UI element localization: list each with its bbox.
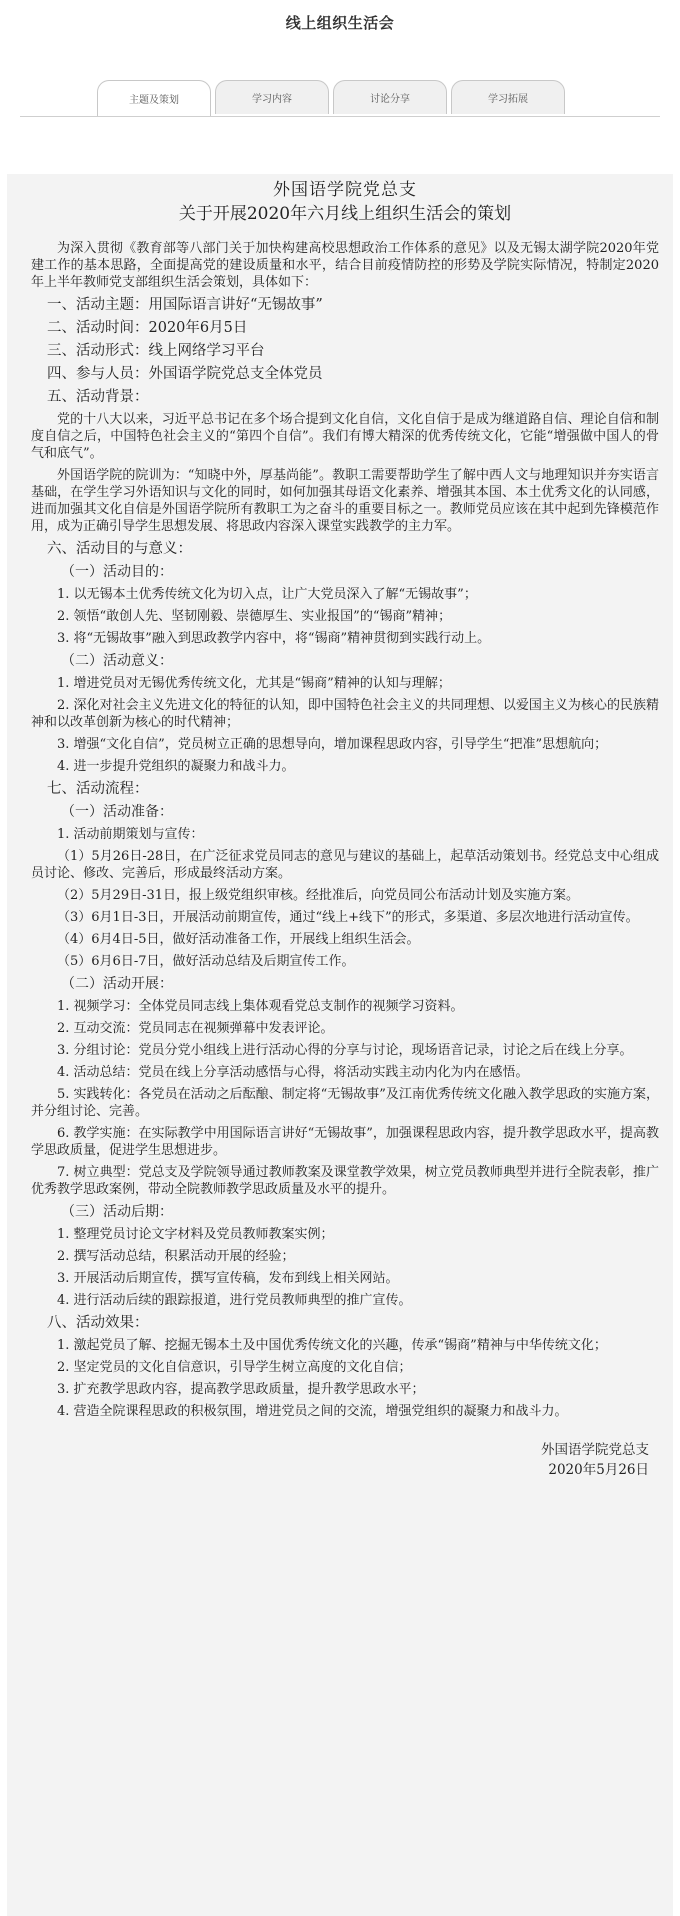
document-paragraph: 6. 教学实施：在实际教学中用国际语言讲好“无锡故事”，加强课程思政内容，提升教学思政水平，提高教学思政质量，促进学生思想进步。	[31, 1126, 659, 1158]
document-paragraph: 3. 扩充教学思政内容，提高教学思政质量，提升教学思政水平；	[57, 1382, 425, 1397]
document-paragraph: 4. 营造全院课程思政的积极氛围，增进党员之间的交流，增强党组织的凝聚力和战斗力。	[57, 1404, 568, 1419]
section-heading: （二）活动意义：	[61, 653, 173, 669]
document-paragraph: （5）6月6日-7日，做好活动总结及后期宣传工作。	[57, 954, 355, 969]
document-paragraph: 党的十八大以来，习近平总书记在多个场合提到文化自信，文化自信于是成为继道路自信、理论自信和制度自信之后，中国特色社会主义的“第四个自信”。我们有博大精深的优秀传统文化，它能“增强做中国人的骨气和底气”。	[31, 412, 659, 461]
document-paragraph: 3. 增强“文化自信”，党员树立正确的思想导向，增加课程思政内容，引导学生“把准”思想航向；	[57, 737, 608, 752]
signature-org: 外国语学院党总支	[541, 1442, 649, 1458]
section-heading: 四、参与人员：外国语学院党总支全体党员	[47, 366, 323, 382]
document-paragraph: 为深入贯彻《教育部等八部门关于加快构建高校思想政治工作体系的意见》以及无锡太湖学院2020年党建工作的基本思路，全面提高党的建设质量和水平，结合目前疫情防控的形势及学院实际情况，特制定2020年上半年教师党支部组织生活会策划，具体如下：	[31, 241, 659, 290]
document-paragraph: 1. 视频学习：全体党员同志线上集体观看党总支制作的视频学习资料。	[57, 999, 464, 1014]
document-paragraph: 2. 领悟“敢创人先、坚韧刚毅、崇德厚生、实业报国”的“锡商”精神；	[57, 609, 452, 624]
signature-block	[31, 1440, 659, 1480]
document-title-main: 关于开展2020年六月线上组织生活会的策划	[178, 204, 512, 224]
document-paragraph: 1. 以无锡本土优秀传统文化为切入点，让广大党员深入了解“无锡故事”；	[57, 587, 477, 602]
section-heading: 二、活动时间：2020年6月5日	[47, 320, 248, 336]
tab-theme-and-plan[interactable]: 主题及策划	[97, 80, 211, 116]
section-heading: 七、活动流程：	[47, 781, 149, 797]
document-paragraph: 3. 分组讨论：党员分党小组线上进行活动心得的分享与讨论，现场语音记录，讨论之后在线上分享。	[57, 1043, 633, 1058]
document-paragraph: 2. 深化对社会主义先进文化的特征的认知，即中国特色社会主义的共同理想、以爱国主义为核心的民族精神和以改革创新为核心的时代精神；	[31, 698, 659, 730]
document-paragraph: 外国语学院的院训为：“知晓中外，厚基尚能”。教职工需要帮助学生了解中西人文与地理知识并夯实语言基础，在学生学习外语知识与文化的同时，如何加强其母语文化素养、增强其本国、本土优秀文化的认同感，进而加强其文化自信是外国语学院所有教职工为之奋斗的重要目标之一。教师党员应该在其中起到先锋模范作用，成为正确引导学生思想发展、将思政内容深入课堂实践教学的主力军。	[31, 468, 659, 534]
page-header	[0, 0, 680, 48]
section-heading: 一、活动主题：用国际语言讲好“无锡故事”	[47, 297, 323, 313]
tab-bar	[97, 80, 565, 116]
document-paragraph: 3. 将“无锡故事”融入到思政教学内容中，将“锡商”精神贯彻到实践行动上。	[57, 631, 491, 646]
document-paragraph: 1. 激起党员了解、挖掘无锡本土及中国优秀传统文化的兴趣，传承“锡商”精神与中华传统文化；	[57, 1338, 607, 1353]
signature-date: 2020年5月26日	[548, 1462, 649, 1478]
section-heading: （三）活动后期：	[61, 1204, 173, 1220]
page-title: 线上组织生活会	[285, 14, 395, 32]
document-paragraph: 4. 进行活动后续的跟踪报道，进行党员教师典型的推广宣传。	[57, 1293, 412, 1308]
document-paragraph: （4）6月4日-5日，做好活动准备工作，开展线上组织生活会。	[57, 932, 420, 947]
section-heading: 六、活动目的与意义：	[47, 541, 192, 557]
document-paragraph: 2. 互动交流：党员同志在视频弹幕中发表评论。	[57, 1021, 334, 1036]
section-heading: 八、活动效果：	[47, 1315, 149, 1331]
document-paragraph: 1. 活动前期策划与宣传：	[57, 827, 204, 842]
document-title	[31, 178, 659, 226]
document-paragraph: （3）6月1日-3日，开展活动前期宣传，通过“线上+线下”的形式，多渠道、多层次地进行活动宣传。	[57, 910, 639, 925]
document-paragraph: 1. 增进党员对无锡优秀传统文化，尤其是“锡商”精神的认知与理解；	[57, 676, 451, 691]
document-paragraph: 5. 实践转化：各党员在活动之后酝酿、制定将“无锡故事”及江南优秀传统文化融入教学思政的实施方案，并分组讨论、完善。	[31, 1087, 659, 1119]
document-body	[31, 240, 659, 1420]
section-heading: （一）活动目的：	[61, 564, 173, 580]
section-heading: 三、活动形式：线上网络学习平台	[47, 343, 265, 359]
document-paragraph: 2. 撰写活动总结，积累活动开展的经验；	[57, 1249, 295, 1264]
document-paragraph: 1. 整理党员讨论文字材料及党员教师教案实例；	[57, 1227, 334, 1242]
tab-study-extension[interactable]: 学习拓展	[451, 80, 565, 114]
section-heading: 五、活动背景：	[47, 389, 149, 405]
document-paragraph: 4. 进一步提升党组织的凝聚力和战斗力。	[57, 759, 295, 774]
document-title-org: 外国语学院党总支	[273, 180, 417, 200]
section-heading: （二）活动开展：	[61, 976, 173, 992]
document-paragraph: 2. 坚定党员的文化自信意识，引导学生树立高度的文化自信；	[57, 1360, 412, 1375]
tab-study-content[interactable]: 学习内容	[215, 80, 329, 114]
section-heading: （一）活动准备：	[61, 804, 173, 820]
document-paragraph: （2）5月29日-31日，报上级党组织审核。经批准后，向党员同公布活动计划及实施方案。	[57, 888, 580, 903]
document-panel	[7, 174, 673, 1916]
tab-discussion-sharing[interactable]: 讨论分享	[333, 80, 447, 114]
document-paragraph: 7. 树立典型：党总支及学院领导通过教师教案及课堂教学效果，树立党员教师典型并进行全院表彰，推广优秀教学思政案例，带动全院教师教学思政质量及水平的提升。	[31, 1165, 659, 1197]
document-paragraph: 4. 活动总结：党员在线上分享活动感悟与心得，将活动实践主动内化为内在感悟。	[57, 1065, 529, 1080]
tab-divider	[20, 116, 660, 117]
document-paragraph: （1）5月26日-28日，在广泛征求党员同志的意见与建议的基础上，起草活动策划书。经党总支中心组成员讨论、修改、完善后，形成最终活动方案。	[31, 849, 659, 881]
document-paragraph: 3. 开展活动后期宣传，撰写宣传稿，发布到线上相关网站。	[57, 1271, 399, 1286]
